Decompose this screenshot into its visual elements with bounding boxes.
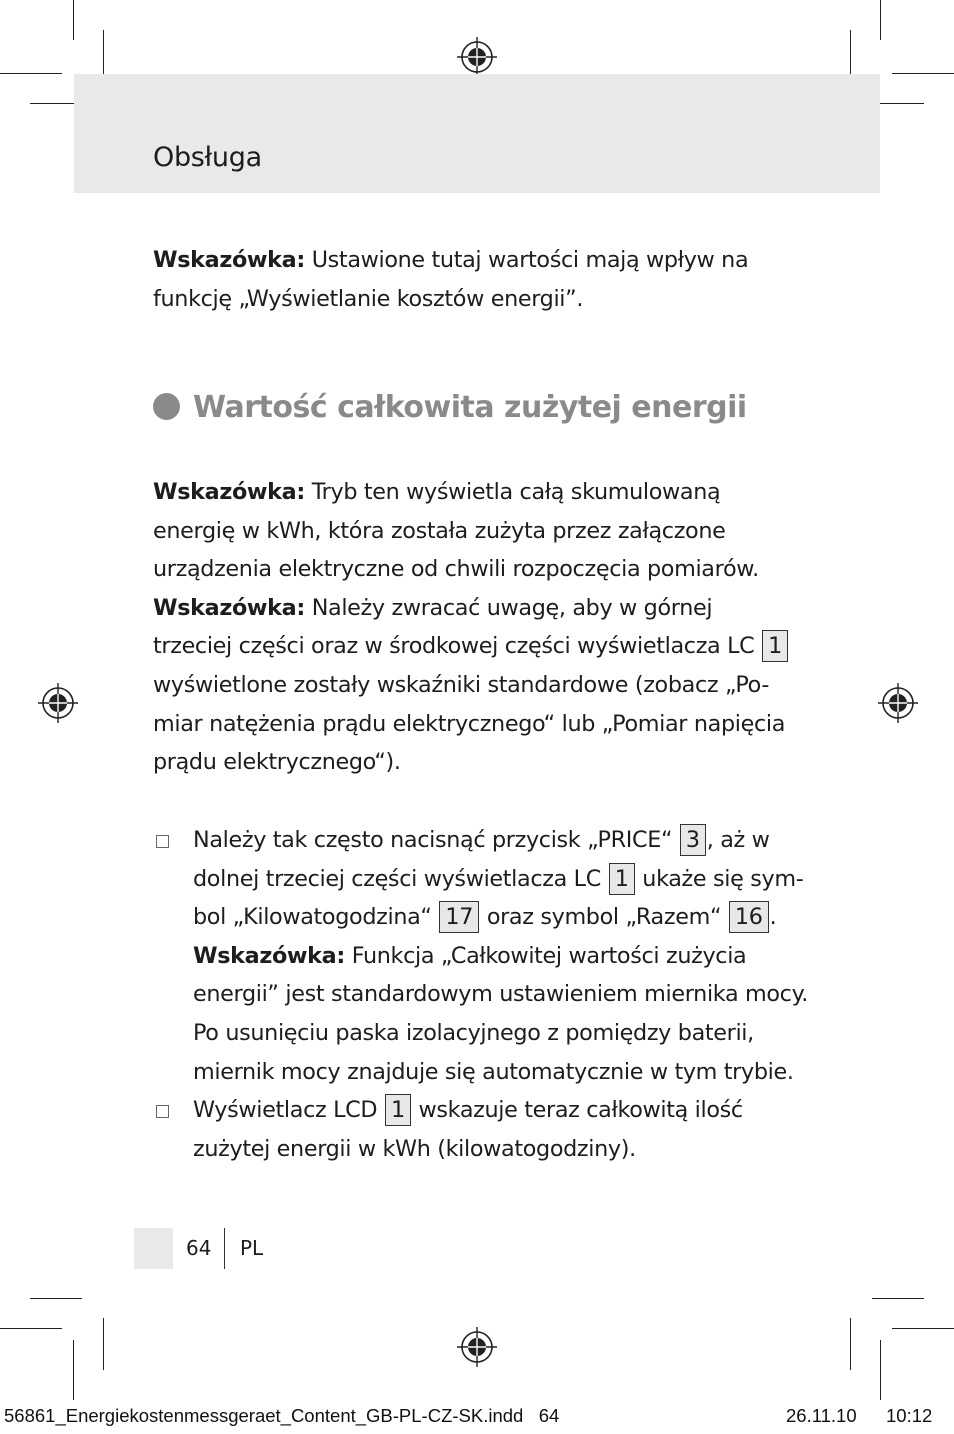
note-text: Funkcja „Całkowitej wartości zużycia: [351, 942, 747, 969]
step-line: miernik mocy znajduje się automatycznie w tym trybie.: [193, 1058, 794, 1085]
reference-number-box: 1: [762, 630, 788, 662]
step-text: Wyświetlacz LCD: [193, 1097, 378, 1123]
crop-mark: [880, 1340, 881, 1400]
language-code: PL: [240, 1236, 264, 1260]
list-item: [153, 821, 813, 1091]
step-line: [193, 821, 813, 860]
note-paragraph: [153, 473, 813, 782]
step-text: ukaże się sym-: [642, 865, 804, 892]
slug-date: 26.11.10: [786, 1405, 857, 1426]
reference-number-box: 17: [439, 901, 479, 933]
crop-mark: [0, 73, 62, 74]
step-text: wskazuje teraz całkowitą ilość: [418, 1097, 743, 1123]
section-heading: [153, 390, 747, 425]
registration-mark-icon: [38, 683, 78, 723]
step-text: bol „Kilowatogodzina“: [193, 904, 432, 931]
crop-mark: [73, 0, 74, 40]
crop-mark: [892, 1328, 954, 1329]
note-line: prądu elektrycznego“).: [153, 749, 401, 776]
note-text: trzeciej części oraz w środkowej części wyświetlacza LC: [153, 633, 755, 660]
step-line: Po usunięciu paska izolacyjnego z pomiędzy baterii,: [193, 1019, 754, 1046]
crop-mark: [30, 1298, 82, 1299]
checkbox-bullet-icon: [156, 1105, 169, 1118]
slug-filename: 56861_Energiekostenmessgeraet_Content_GB-PL-CZ-SK.indd 64: [4, 1405, 560, 1426]
note-line: urządzenia elektryczne od chwili rozpoczęcia pomiarów.: [153, 556, 759, 583]
crop-mark: [880, 0, 881, 40]
note-label: Wskazówka:: [193, 942, 345, 969]
crop-mark: [103, 1318, 104, 1370]
step-line: zużytej energii w kWh (kilowatogodziny).: [193, 1135, 636, 1162]
step-text: dolnej trzeciej części wyświetlacza LC: [193, 865, 601, 892]
header-band: [74, 74, 880, 193]
note-line: wyświetlone zostały wskaźniki standardowe (zobacz „Po-: [153, 671, 770, 698]
note-paragraph: [153, 241, 813, 318]
step-line: [193, 860, 813, 899]
list-item: [153, 1091, 813, 1168]
note-line: [153, 627, 813, 666]
registration-mark-icon: [457, 1327, 497, 1367]
note-label: Wskazówka:: [153, 594, 305, 621]
page-number: 64: [186, 1236, 212, 1260]
note-line: energię w kWh, która została zużyta przez załączone: [153, 517, 726, 544]
note-line: funkcję „Wyświetlanie kosztów energii”.: [153, 285, 584, 312]
note-line: [153, 473, 813, 512]
step-line: [193, 1091, 813, 1130]
crop-mark: [850, 1318, 851, 1370]
step-text: oraz symbol „Razem“: [486, 904, 722, 931]
heading-text: Wartość całkowita zużytej energii: [193, 390, 747, 425]
note-line: [153, 241, 813, 280]
crop-mark: [73, 1340, 74, 1400]
crop-mark: [892, 73, 954, 74]
note-line: miar natężenia prądu elektrycznego“ lub „Pomiar napięcia: [153, 710, 786, 737]
slug-time: 10:12: [886, 1405, 933, 1426]
step-line: [193, 898, 813, 937]
footer-divider: [224, 1228, 225, 1269]
note-text: Tryb ten wyświetla całą skumulowaną: [311, 479, 721, 505]
note-label: Wskazówka:: [153, 247, 305, 273]
registration-mark-icon: [878, 683, 918, 723]
crop-mark: [0, 1328, 62, 1329]
registration-mark-icon: [457, 37, 497, 77]
step-line: [193, 937, 813, 976]
reference-number-box: 3: [680, 824, 706, 856]
step-text: Należy tak często nacisnąć przycisk „PRICE“: [193, 827, 673, 853]
crop-mark: [872, 1298, 924, 1299]
reference-number-box: 16: [729, 901, 769, 933]
note-text: Ustawione tutaj wartości mają wpływ na: [311, 247, 749, 273]
note-label: Wskazówka:: [153, 479, 305, 505]
footer-marker: [134, 1228, 173, 1269]
section-title: Obsługa: [153, 142, 262, 173]
step-text: .: [769, 904, 777, 931]
step-text: , aż w: [706, 827, 770, 853]
reference-number-box: 1: [609, 863, 635, 895]
step-line: energii” jest standardowym ustawieniem miernika mocy.: [193, 981, 808, 1008]
note-line: [153, 589, 813, 628]
bullet-dot-icon: [153, 393, 180, 420]
note-text: Należy zwracać uwagę, aby w górnej: [311, 594, 713, 621]
reference-number-box: 1: [385, 1094, 411, 1126]
checkbox-bullet-icon: [156, 835, 169, 848]
